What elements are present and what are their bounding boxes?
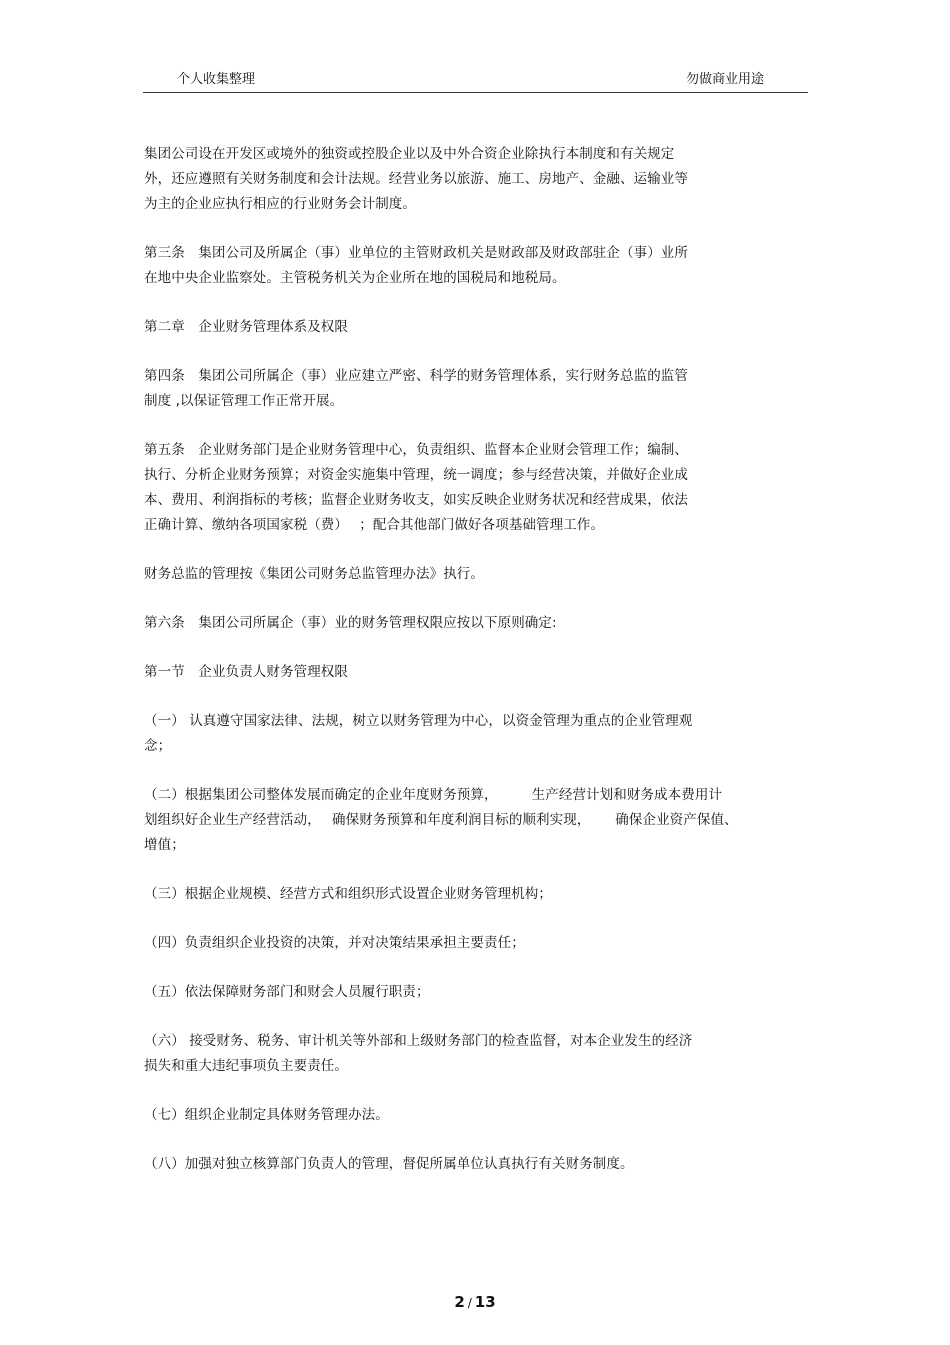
- paragraph: [144, 882, 794, 907]
- paragraph: [144, 1029, 794, 1079]
- page-separator: /: [467, 1296, 472, 1310]
- text-line: 制度 ,以保证管理工作正常开展。: [144, 393, 344, 409]
- total-pages: 13: [474, 1293, 496, 1311]
- paragraph: [144, 241, 794, 291]
- paragraph: [144, 364, 794, 414]
- text-line: 为主的企业应执行相应的行业财务会计制度。: [144, 196, 416, 212]
- text-line: 念；: [144, 738, 172, 754]
- text-line: 本、费用、利润指标的考核；监督企业财务收支，如实反映企业财务状况和经营成果，依法: [144, 492, 688, 508]
- text-line: 在地中央企业监察处。主管税务机关为企业所在地的国税局和地税局。: [144, 270, 566, 286]
- paragraph: [144, 562, 794, 587]
- text-line: 财务总监的管理按《集团公司财务总监管理办法》执行。: [144, 566, 484, 582]
- paragraph: [144, 980, 794, 1005]
- text-line: 增值；: [144, 837, 185, 853]
- paragraph: [144, 438, 794, 538]
- paragraph: [144, 783, 794, 858]
- page-header: [143, 66, 808, 93]
- text-line: 损失和重大违纪事项负主要责任。: [144, 1058, 348, 1074]
- text-line: （八）加强对独立核算部门负责人的管理，督促所属单位认真执行有关财务制度。: [144, 1156, 634, 1172]
- text-line: 集团公司设在开发区或境外的独资或控股企业以及中外合资企业除执行本制度和有关规定: [144, 146, 675, 162]
- text-line: 执行、分析企业财务预算；对资金实施集中管理，统一调度；参与经营决策，并做好企业成: [144, 467, 688, 483]
- text-line: （二）根据集团公司整体发展而确定的企业年度财务预算， 生产经营计划和财务成本费用计: [144, 787, 723, 803]
- header-left-text: 个人收集整理: [177, 72, 256, 87]
- paragraph: [144, 1152, 794, 1177]
- text-line: （六） 接受财务、税务、审计机关等外部和上级财务部门的检查监督，对本企业发生的经济: [144, 1033, 693, 1049]
- text-line: （三）根据企业规模、经营方式和组织形式设置企业财务管理机构；: [144, 886, 552, 902]
- text-line: 第一节 企业负责人财务管理权限: [144, 664, 348, 680]
- text-line: （五）依法保障财务部门和财会人员履行职责；: [144, 984, 430, 1000]
- paragraph: [144, 709, 794, 759]
- text-line: 外，还应遵照有关财务制度和会计法规。经营业务以旅游、施工、房地产、金融、运输业等: [144, 171, 688, 187]
- paragraph: [144, 931, 794, 956]
- text-line: 第二章 企业财务管理体系及权限: [144, 319, 348, 335]
- page-number: [0, 1293, 950, 1311]
- text-line: （四）负责组织企业投资的决策，并对决策结果承担主要责任；: [144, 935, 525, 951]
- text-line: （一） 认真遵守国家法律、法规，树立以财务管理为中心，以资金管理为重点的企业管理观: [144, 713, 693, 729]
- text-line: （七）组织企业制定具体财务管理办法。: [144, 1107, 389, 1123]
- paragraph: [144, 315, 794, 340]
- text-line: 第四条 集团公司所属企（事）业应建立严密、科学的财务管理体系，实行财务总监的监管: [144, 368, 688, 384]
- paragraph: [144, 1103, 794, 1128]
- text-line: 第六条 集团公司所属企（事）业的财务管理权限应按以下原则确定:: [144, 615, 557, 631]
- text-line: 划组织好企业生产经营活动， 确保财务预算和年度利润目标的顺利实现， 确保企业资产保值、: [144, 812, 738, 828]
- text-line: 第三条 集团公司及所属企（事）业单位的主管财政机关是财政部及财政部驻企（事）业所: [144, 245, 688, 261]
- document-body: [144, 142, 794, 1201]
- paragraph: [144, 611, 794, 636]
- paragraph: [144, 660, 794, 685]
- text-line: 第五条 企业财务部门是企业财务管理中心，负责组织、监督本企业财会管理工作；编制、: [144, 442, 688, 458]
- text-line: 正确计算、缴纳各项国家税（费） ；配合其他部门做好各项基础管理工作。: [144, 517, 605, 533]
- header-right-text: 勿做商业用途: [685, 72, 764, 87]
- current-page: 2: [454, 1293, 465, 1311]
- paragraph: [144, 142, 794, 217]
